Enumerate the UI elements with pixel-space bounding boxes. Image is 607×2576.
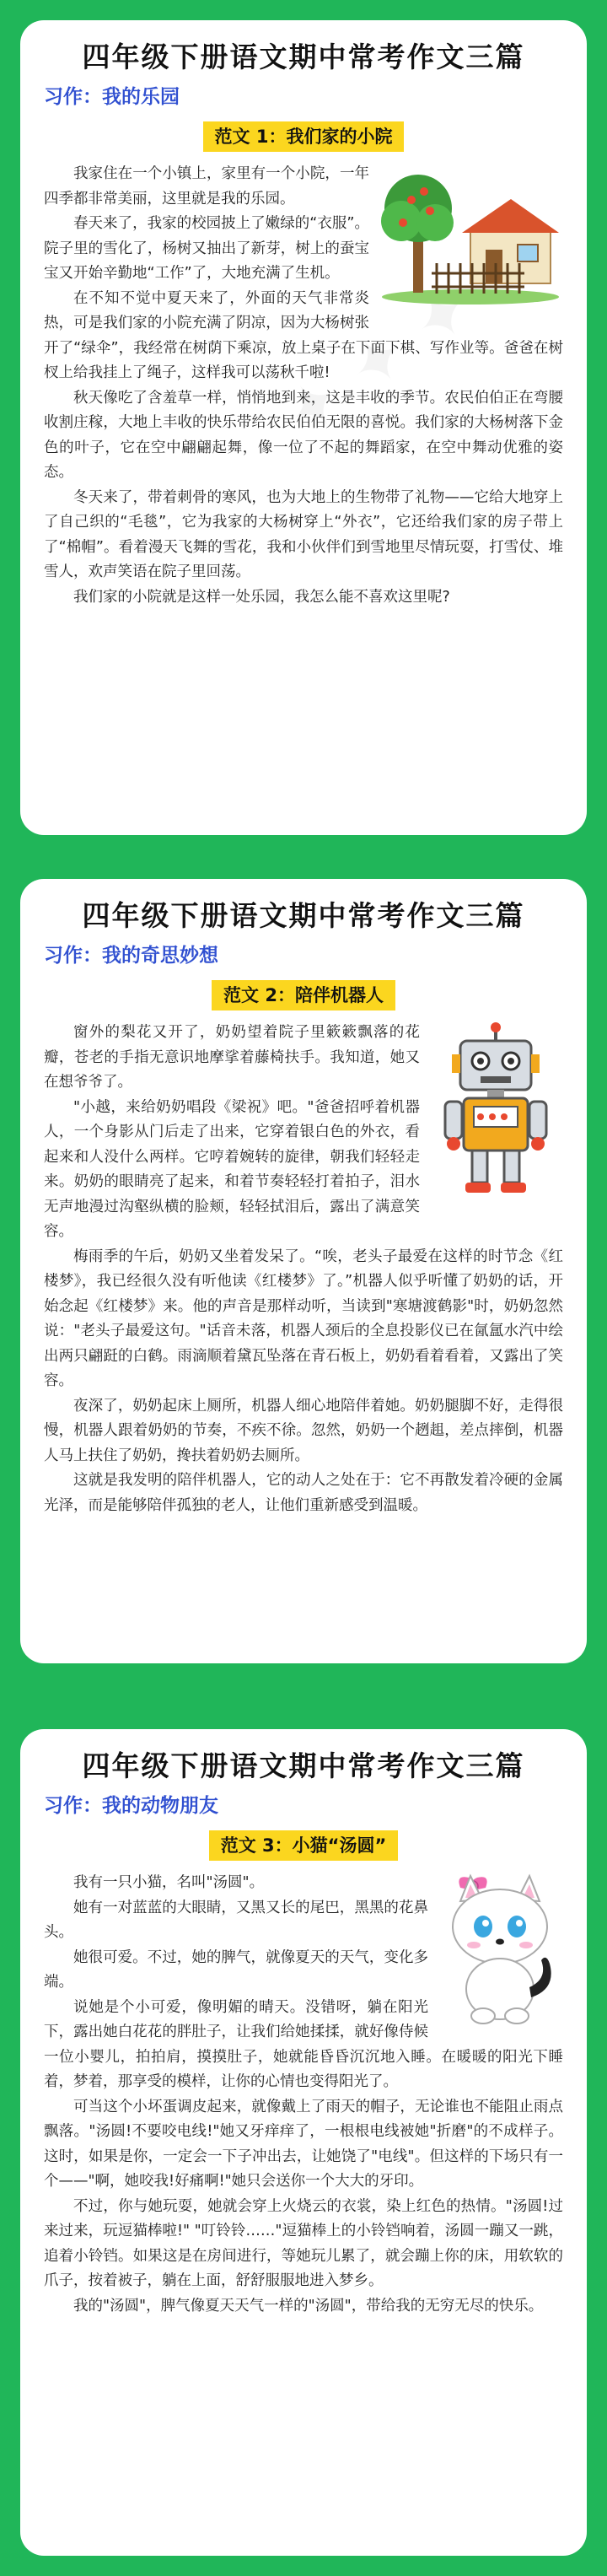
essay-topic: 习作：我的乐园 <box>44 86 180 108</box>
card-title: 四年级下册语文期中常考作文三篇 <box>82 899 525 932</box>
essay-paragraph: 春天来了，我家的校园披上了嫩绿的“衣服”。院子里的雪化了，杨树又抽出了新芽，树上的蚕宝宝又开始辛勤地“工作”了，大地充满了生机。 <box>44 215 369 282</box>
essay-paragraph: 我家住在一个小镇上，家里有一个小院，一年四季都非常美丽，这里就是我的乐园。 <box>44 165 369 207</box>
essay-paragraph: 冬天来了，带着刺骨的寒风，也为大地上的生物带了礼物——它给大地穿上了自己织的“毛毯”，它为我家的大杨树穿上“外衣”，它还给我们家的房子带上了“棉帽”。看着漫天飞舞的雪花，我和小伙伴们到雪地里尽情玩耍，打雪仗、堆雪人，欢声笑语在院子里回荡。 <box>44 488 563 580</box>
essay-topic: 习作：我的奇思妙想 <box>44 945 218 967</box>
essay-body <box>44 162 563 610</box>
house-with-trees-icon <box>378 162 563 309</box>
essay-card-3 <box>20 1729 587 2556</box>
essay-card-2 <box>20 879 587 1663</box>
white-kitten-icon <box>437 1871 563 2030</box>
sample-essay-tag: 范文 3：小猫“汤圆” <box>209 1830 399 1861</box>
essay-paragraph: 这就是我发明的陪伴机器人，它的动人之处在于：它不再散发着冷硬的金属光泽，而是能够陪伴孤独的老人，让他们重新感受到温暖。 <box>44 1472 563 1514</box>
essay-paragraph: 可当这个小坏蛋调皮起来，就像戴上了雨天的帽子，无论谁也不能阻止雨点飘落。"汤圆!不要咬电线!"她又牙痒痒了，一根根电线被她"折磨"的不成样子。这时，如果是你，一定会一下子冲出去，让她饶了"电线"。但这样的下场只有一个——"啊，她咬我!好痛啊!"她只会送你一个大大的牙印。 <box>44 2098 563 2190</box>
essay-paragraph: 说她是个小可爱，像明媚的晴天。没错呀，躺在阳光下，露出她白花花的胖肚子，让我们给她揉揉，就好像侍候一位小婴儿，拍拍肩，摸摸肚子，她就能昏昏沉沉地入睡。在暖暖的阳光下睡着，梦着，那享受的模样，让你的心情也变得阳光了。 <box>44 1998 563 2090</box>
essay-body <box>44 1021 563 1518</box>
essay-paragraph: 我们家的小院就是这样一处乐园，我怎么能不喜欢这里呢? <box>73 588 450 606</box>
essay-paragraph: "小越，来给奶奶唱段《梁祝》吧。"爸爸招呼着机器人，一个身影从门后走了出来，它穿着银白色的外衣，看起来和人没什么两样。它哼着婉转的旋律，朝我们轻轻走来。奶奶的眼睛亮了起来，和着节奏轻轻打着拍子，泪水无声地漫过沟壑纵横的脸颊，轻轻拭泪后，露出了满意笑容。 <box>44 1098 420 1240</box>
essay-paragraph: 她很可爱。不过，她的脾气，就像夏天的天气，变化多端。 <box>44 1948 428 1991</box>
essay-paragraph: 她有一对蓝蓝的大眼睛，又黑又长的尾巴，黑黑的花鼻头。 <box>44 1899 428 1941</box>
essay-paragraph: 在不知不觉中夏天来了，外面的天气非常炎热，可是我们家的小院充满了阴凉，因为大杨树张开了“绿伞”，我经常在树荫下乘凉，放上桌子在下面下棋、写作业等。爸爸在树杈上给我挂上了绳子，这样我可以荡秋千啦! <box>44 289 563 381</box>
essay-paragraph: 窗外的梨花又开了，奶奶望着院子里簌簌飘落的花瓣，苍老的手指无意识地摩挲着藤椅扶手。我知道，她又在想爷爷了。 <box>44 1024 420 1091</box>
robot-icon <box>428 1021 563 1201</box>
essay-card-1 <box>20 20 587 835</box>
sample-essay-tag: 范文 1：我们家的小院 <box>203 121 405 152</box>
essay-paragraph: 我的"汤圆"，脾气像夏天天气一样的"汤圆"，带给我的无穷无尽的快乐。 <box>73 2297 544 2315</box>
essay-topic: 习作：我的动物朋友 <box>44 1795 218 1817</box>
essay-paragraph: 我有一只小猫，名叫"汤圆"。 <box>73 1874 265 1891</box>
card-title: 四年级下册语文期中常考作文三篇 <box>82 1749 525 1782</box>
essay-body <box>44 1871 563 2319</box>
essay-paragraph: 秋天像吃了含羞草一样，悄悄地到来，这是丰收的季节。农民伯伯正在弯腰收割庄稼，大地上丰收的快乐带给农民伯伯无限的喜悦。我们家的大杨树落下金色的叶子，它在空中翩翩起舞，像一位了不起的舞蹈家，在空中舞动优雅的姿态。 <box>44 389 563 481</box>
essay-paragraph: 不过，你与她玩耍，她就会穿上火烧云的衣裳，染上红色的热情。"汤圆!过来过来，玩逗猫棒啦!" "叮铃铃……"逗猫棒上的小铃铛响着，汤圆一蹦又一跳，追着小铃铛。如果这是在房间进行，等她玩儿累了，就会蹦上你的床，用软软的爪子，按着被子，躺在上面，舒舒服服地进入梦乡。 <box>44 2197 563 2289</box>
essay-paragraph: 夜深了，奶奶起床上厕所，机器人细心地陪伴着她。奶奶腿脚不好，走得很慢，机器人跟着奶奶的节奏，不疾不徐。忽然，奶奶一个趔趄，差点摔倒，机器人马上扶住了奶奶，搀扶着奶奶去厕所。 <box>44 1397 563 1464</box>
card-title: 四年级下册语文期中常考作文三篇 <box>82 40 525 73</box>
essay-paragraph: 梅雨季的午后，奶奶又坐着发呆了。“唉，老头子最爱在这样的时节念《红楼梦》，我已经很久没有听他读《红楼梦》了。”机器人似乎听懂了奶奶的话，开始念起《红楼梦》来。他的声音是那样动听，当读到"寒塘渡鹤影"时，奶奶忽然说："老头子最爱这句。"话音未落，机器人颈后的全息投影仪已在氤氲水汽中绘出两只翩跹的白鹤。雨滴顺着黛瓦坠落在青石板上，奶奶看着看着，又露出了笑容。 <box>44 1248 563 1389</box>
sample-essay-tag: 范文 2：陪伴机器人 <box>212 980 395 1010</box>
